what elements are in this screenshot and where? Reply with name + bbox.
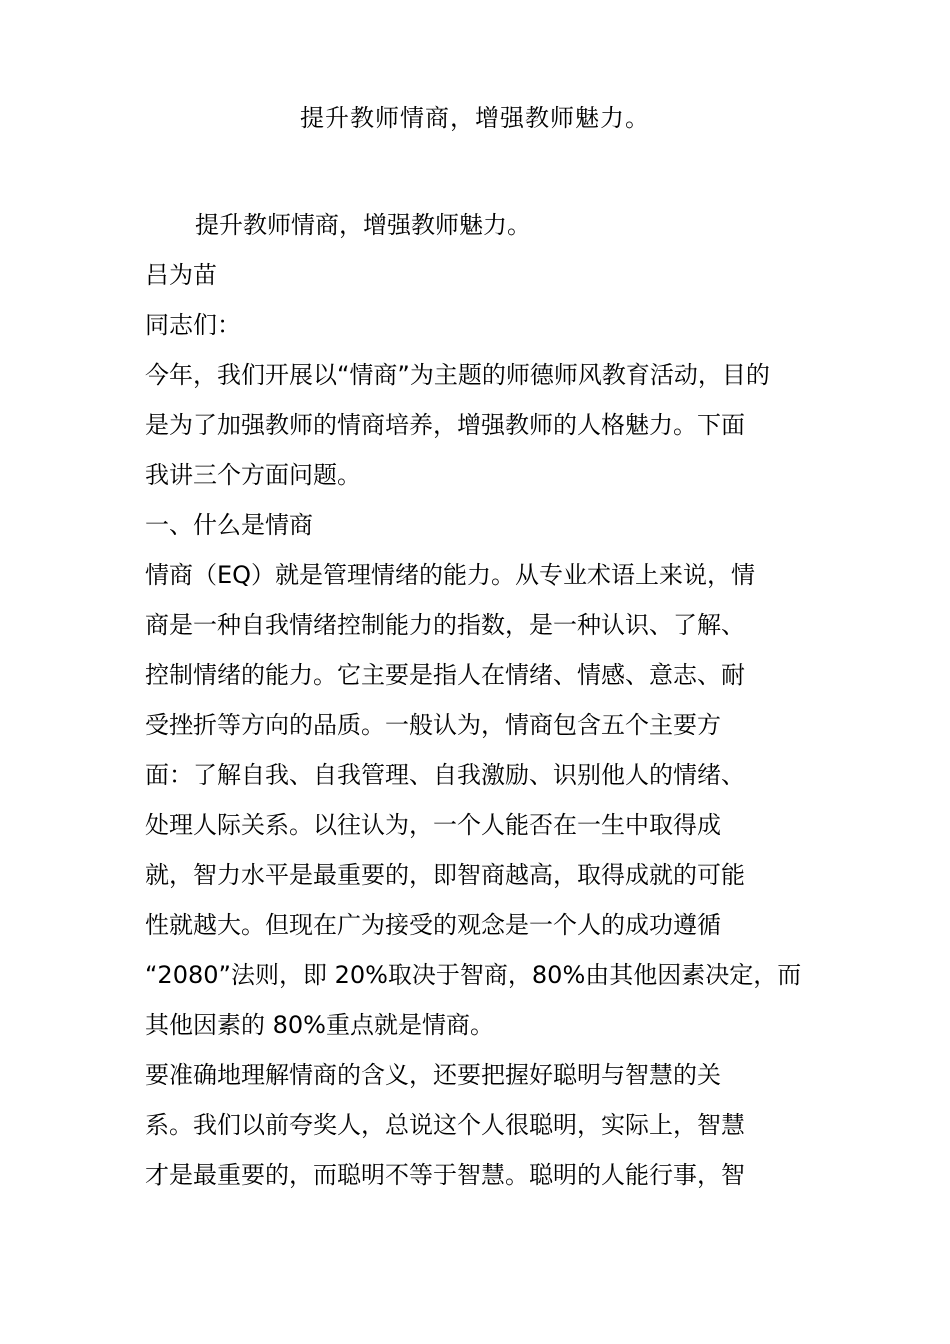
page-header-title: 提升教师情商，增强教师魅力。: [300, 104, 650, 132]
doc-subtitle: 提升教师情商，增强教师魅力。: [195, 211, 531, 239]
doc-line: 面：了解自我、自我管理、自我激励、识别他人的情绪、: [145, 761, 745, 789]
doc-line: 处理人际关系。以往认为，一个人能否在一生中取得成: [145, 811, 721, 839]
doc-line: “2080”法则，即 20%取决于智商，80%由其他因素决定，而: [145, 961, 802, 989]
doc-author: 吕为苗: [145, 261, 217, 289]
doc-line: 控制情绪的能力。它主要是指人在情绪、情感、意志、耐: [145, 661, 745, 689]
document-body: [145, 200, 825, 1200]
doc-line: 要准确地理解情商的含义，还要把握好聪明与智慧的关: [145, 1061, 721, 1089]
doc-line: 受挫折等方向的品质。一般认为，情商包含五个主要方: [145, 711, 721, 739]
doc-line: 性就越大。但现在广为接受的观念是一个人的成功遵循: [145, 911, 721, 939]
doc-line: 就，智力水平是最重要的，即智商越高，取得成就的可能: [145, 861, 745, 889]
doc-line: 商是一种自我情绪控制能力的指数，是一种认识、了解、: [145, 611, 745, 639]
doc-line: 我讲三个方面问题。: [145, 461, 361, 489]
doc-line: 其他因素的 80%重点就是情商。: [145, 1011, 494, 1039]
doc-salutation: 同志们：: [145, 311, 241, 339]
doc-line: 系。我们以前夸奖人，总说这个人很聪明，实际上，智慧: [145, 1111, 745, 1139]
doc-line: 情商（EQ）就是管理情绪的能力。从专业术语上来说，情: [145, 561, 756, 589]
doc-line: 今年，我们开展以“情商”为主题的师德师风教育活动，目的: [145, 361, 770, 389]
doc-line: 是为了加强教师的情商培养，增强教师的人格魅力。下面: [145, 411, 745, 439]
doc-line: 才是最重要的，而聪明不等于智慧。聪明的人能行事，智: [145, 1161, 745, 1189]
section-heading: 一、什么是情商: [145, 511, 313, 539]
